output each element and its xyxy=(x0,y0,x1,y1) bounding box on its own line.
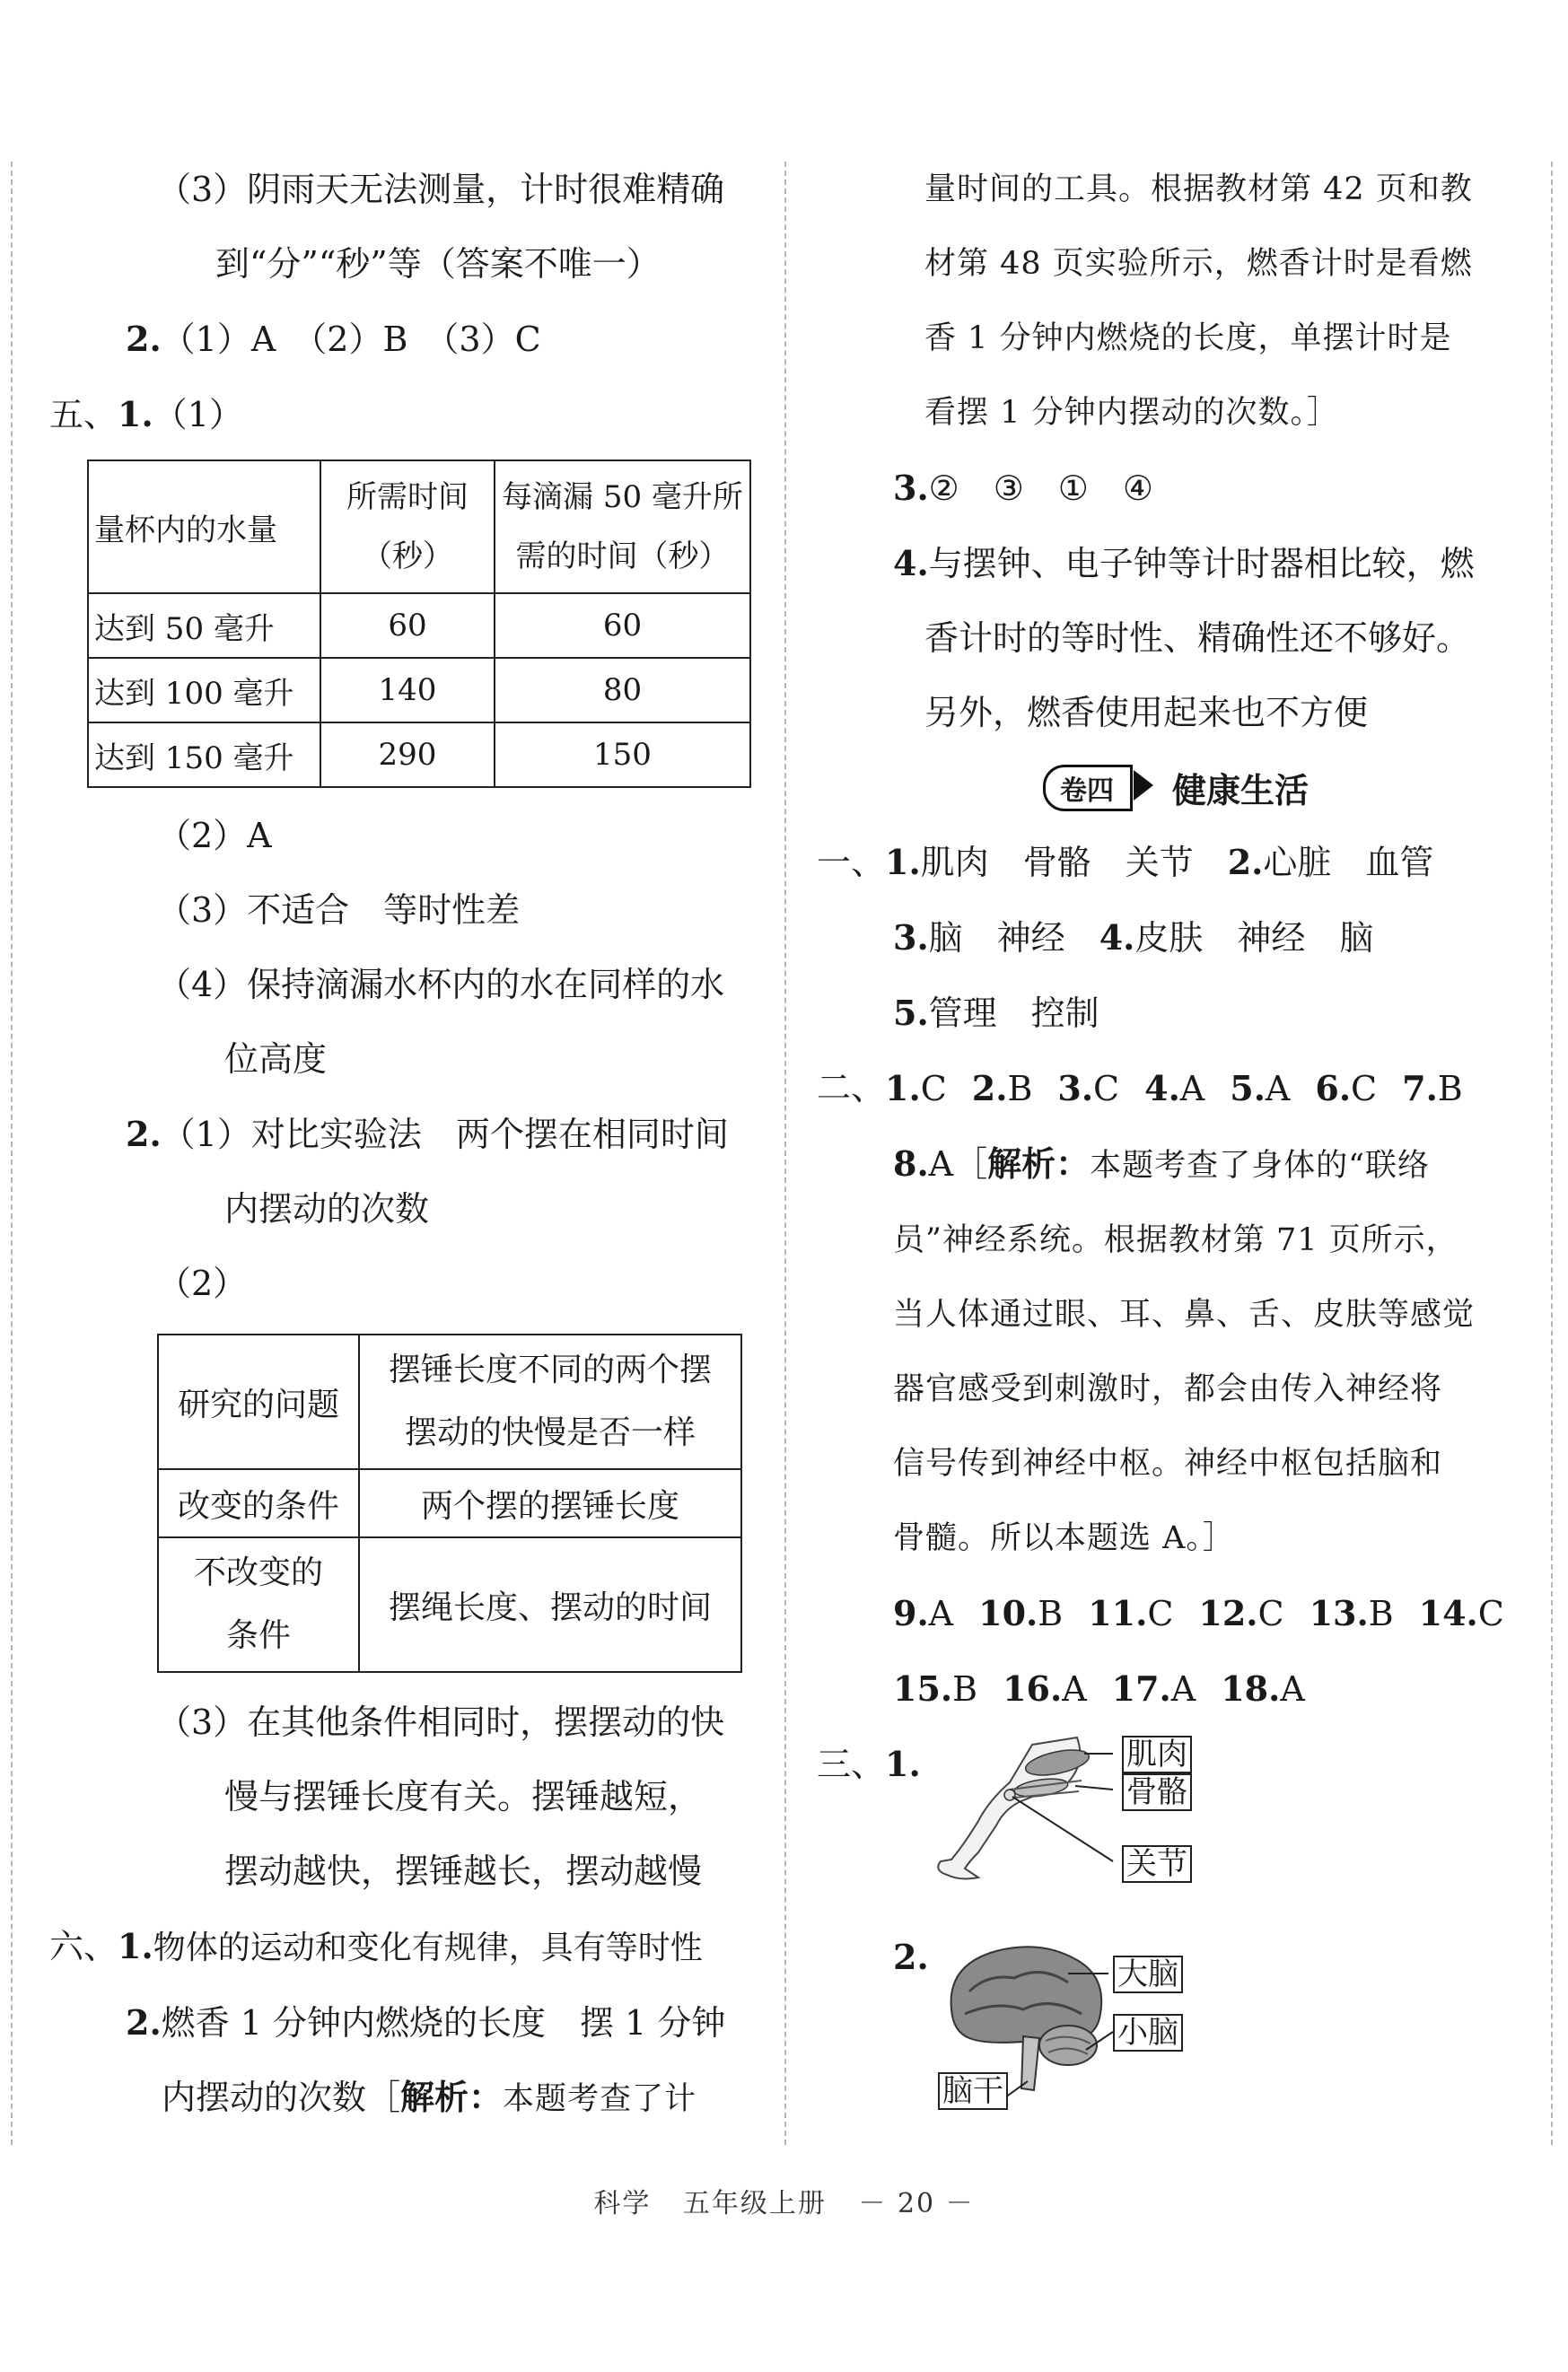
left-margin-line xyxy=(11,162,13,2145)
cerebellum-label: 小脑 xyxy=(1113,2014,1183,2052)
answer-line: 一、1.肌肉 骨骼 关节 2.心脏 血管 xyxy=(817,842,1434,882)
answer-line xyxy=(817,526,1535,601)
answer-line: （3）不适合 等时性差 xyxy=(157,890,521,930)
left-column xyxy=(49,153,767,2137)
answer-line: 摆动越快，摆锤越长，摆动越慢 xyxy=(224,1851,703,1891)
page-footer xyxy=(0,2181,1568,2220)
table-label: 研究的问题 xyxy=(158,1335,359,1469)
table-label: 不改变的 条件 xyxy=(158,1537,359,1672)
section-heading xyxy=(817,750,1535,825)
answer-line: 5.管理 控制 xyxy=(893,993,1099,1033)
table-value: 摆绳长度、摆动的时间 xyxy=(359,1537,741,1672)
answer-line: 骨髓。所以本题选 A。］ xyxy=(893,1520,1235,1556)
question-number: 4. xyxy=(893,543,929,583)
question-number: 1. xyxy=(118,1926,153,1966)
answer-line: 到“分”“秒”等（答案不唯一） xyxy=(215,244,661,284)
footer-grade: 五年级上册 xyxy=(682,2188,827,2219)
answer-line: 材第 48 页实验所示，燃香计时是看燃 xyxy=(924,246,1473,282)
table-header: 每滴漏 50 毫升所 需的时间（秒） xyxy=(495,460,750,593)
section-title: 健康生活 xyxy=(1171,771,1309,810)
section-prefix: 二、 xyxy=(817,1068,886,1107)
section-prefix: 一、 xyxy=(817,843,886,882)
answer-line xyxy=(49,1909,767,1985)
answer-line: 8.A［解析：本题考查了身体的“联络 xyxy=(893,1143,1431,1184)
water-clock-table xyxy=(87,460,751,788)
answer-line: 3.脑 神经 4.皮肤 神经 脑 xyxy=(893,917,1374,958)
answer-line: 香 1 分钟内燃烧的长度，单摆计时是 xyxy=(924,320,1452,356)
answer-line: 内摆动的次数［解析：本题考查了计 xyxy=(162,2078,697,2117)
section-prefix: 三、 xyxy=(817,1745,886,1784)
question-number: 2. xyxy=(126,1114,162,1154)
answer-line: 位高度 xyxy=(224,1039,328,1079)
answer-line: 内摆动的次数 xyxy=(224,1189,430,1229)
answer-text: （1） xyxy=(153,395,243,434)
question-number: 1. xyxy=(118,394,153,434)
joint-label: 关节 xyxy=(1122,1845,1192,1883)
answer-line: （2） xyxy=(157,1264,248,1303)
table-header: 所需时间 （秒） xyxy=(320,460,495,593)
column-divider xyxy=(784,162,786,2145)
answer-line: 慢与摆锤长度有关。摆锤越短， xyxy=(224,1777,703,1816)
muscle-label: 肌肉 xyxy=(1122,1736,1192,1773)
answer-line: （2）A xyxy=(157,816,272,855)
answer-text: 与摆钟、电子钟等计时器相比较，燃 xyxy=(928,544,1475,583)
right-margin-line xyxy=(1551,162,1553,2145)
table-label: 改变的条件 xyxy=(158,1469,359,1537)
answer-line: 15.B 16.A 17.A 18.A xyxy=(893,1668,1305,1709)
leg-diagram-block xyxy=(817,1727,1535,1938)
footer-subject: 科学 xyxy=(593,2188,652,2219)
answer-line: 当人体通过眼、耳、鼻、舌、皮肤等感觉 xyxy=(893,1297,1476,1333)
answer-text: （1）A （2）B （3）C xyxy=(161,319,541,359)
answer-line xyxy=(49,377,767,452)
right-column xyxy=(817,153,1535,2117)
question-number: 1. xyxy=(885,1744,921,1784)
cerebrum-label: 大脑 xyxy=(1113,1956,1183,1993)
answer-line: 量时间的工具。根据教材第 42 页和教 xyxy=(924,171,1473,207)
table-value: 摆锤长度不同的两个摆 摆动的快慢是否一样 xyxy=(359,1335,741,1469)
answer-line xyxy=(817,451,1535,526)
answer-text: 物体的运动和变化有规律，具有等时性 xyxy=(153,1930,703,1966)
answer-line xyxy=(49,1097,767,1172)
answer-line xyxy=(49,1985,767,2061)
question-number: 2. xyxy=(126,319,162,359)
answer-line: 二、 1.C 2.B 3.C 4.A 5.A 6.C 7.B xyxy=(817,1051,1535,1126)
page-number: － 20 － xyxy=(858,2188,975,2219)
answer-line: 看摆 1 分钟内摆动的次数。］ xyxy=(924,395,1340,431)
section-prefix: 五、 xyxy=(49,395,118,434)
question-number: 2. xyxy=(126,2002,162,2043)
analysis-label: 解析： xyxy=(987,1144,1091,1184)
table-row: 达到 100 毫升 140 80 xyxy=(88,658,750,722)
answer-line: 香计时的等时性、精确性还不够好。 xyxy=(924,618,1471,658)
answer-line: 员”神经系统。根据教材第 71 页所示， xyxy=(893,1222,1459,1258)
table-value: 两个摆的摆锤长度 xyxy=(359,1469,741,1537)
section-tag: 卷四 xyxy=(1043,765,1133,811)
table-row: 达到 150 毫升 290 150 xyxy=(88,722,750,787)
answer-line: 器官感受到刺激时，都会由传入神经将 xyxy=(893,1371,1443,1407)
pendulum-table xyxy=(157,1334,742,1673)
question-number: 2. xyxy=(893,1937,929,1977)
answer-line: 另外，燃香使用起来也不方便 xyxy=(924,693,1369,732)
table-row: 达到 50 毫升 60 60 xyxy=(88,593,750,658)
answer-text: （1）对比实验法 两个摆在相同时间 xyxy=(161,1115,729,1154)
brainstem-label: 脑干 xyxy=(938,2072,1008,2110)
brain-diagram-block xyxy=(817,1938,1535,2117)
answer-text: 燃香 1 分钟内燃烧的长度 摆 1 分钟 xyxy=(161,2003,726,2043)
answer-line xyxy=(49,302,767,377)
answer-line: （4）保持滴漏水杯内的水在同样的水 xyxy=(157,965,725,1004)
answer-line: 信号传到神经中枢。神经中枢包括脑和 xyxy=(893,1446,1443,1482)
answer-line: （3）阴雨天无法测量，计时很难精确 xyxy=(157,170,725,209)
answer-line: 9.A 10.B 11.C 12.C 13.B 14.C xyxy=(893,1593,1504,1633)
answer-text: ② ③ ① ④ xyxy=(928,468,1153,508)
section-prefix: 六、 xyxy=(49,1927,118,1966)
question-number: 3. xyxy=(893,468,929,508)
analysis-label: 解析： xyxy=(400,2078,504,2117)
answer-line: （3）在其他条件相同时，摆摆动的快 xyxy=(157,1702,725,1742)
table-header: 量杯内的水量 xyxy=(88,460,320,593)
bone-label: 骨骼 xyxy=(1122,1773,1192,1811)
